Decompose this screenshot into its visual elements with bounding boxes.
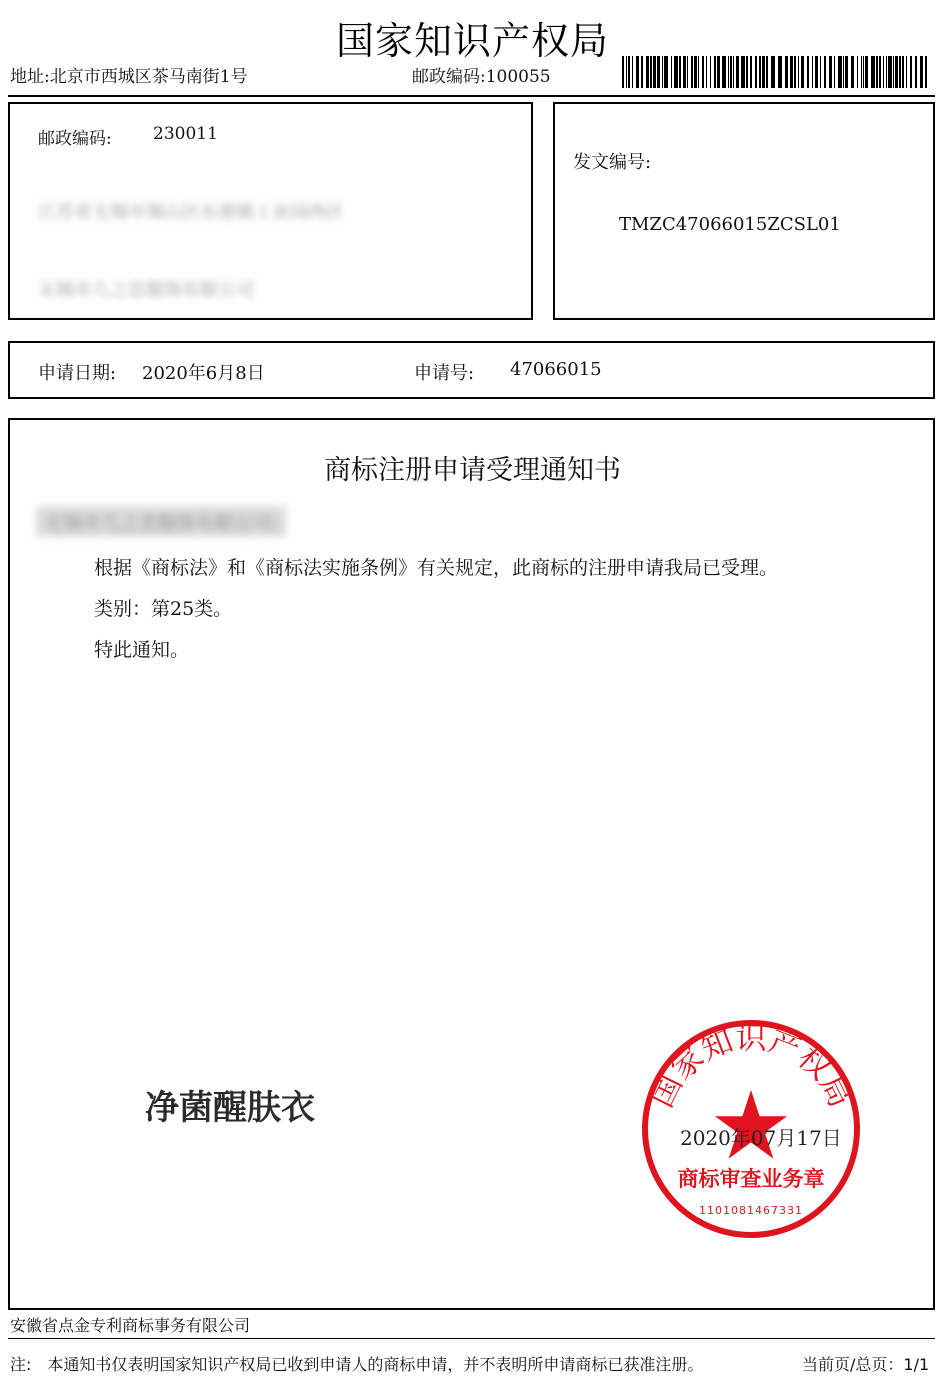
notice-date: 2020年07月17日 [680,1126,842,1150]
application-date-value: 2020年6月8日 [142,363,265,384]
recipient-postal-value: 230011 [153,124,218,144]
document-number-box [553,102,935,320]
trademark-name: 净菌醒肤衣 [145,1088,315,1128]
addressee-name: 无锡市几之恋服饰有限公司: [36,506,286,537]
agent-name: 安徽省点金专利商标事务有限公司 [10,1316,251,1335]
office-address: 地址:北京市西城区茶马南街1号 [10,67,248,87]
application-box [8,341,935,399]
footer-divider [8,1338,935,1339]
document-number-label: 发文编号: [573,152,652,173]
office-title: 国家知识产权局 [335,19,609,63]
office-postal-code: 邮政编码:100055 [412,67,551,87]
footer-note: 注: 本通知书仅表明国家知识产权局已收到申请人的商标申请，并不表明所申请商标已获准注册。 [10,1355,704,1374]
page-indicator: 当前页/总页：1/1 [802,1355,930,1374]
barcode-icon [622,56,930,88]
recipient-address: 江苏省无锡市锡山区东港镇工业园西区 [38,202,344,223]
application-number-value: 47066015 [510,359,602,380]
header-divider [8,95,935,97]
notice-closing-line: 特此通知。 [94,639,190,661]
seal-top-text: 国家知识产权局 [643,1021,859,1114]
recipient-postal-label: 邮政编码: [38,129,112,149]
application-number-label: 申请号: [414,363,475,384]
seal-bottom-text: 商标审查业务章 [677,1167,825,1191]
application-date-label: 申请日期: [38,363,117,384]
notice-body-line-1: 根据《商标法》和《商标法实施条例》有关规定，此商标的注册申请我局已受理。 [94,557,779,579]
notice-class-line: 类别：第25类。 [94,598,233,620]
seal-code: 1101081467331 [699,1204,803,1217]
document-number-value: TMZC47066015ZCSL01 [619,214,841,235]
notice-title: 商标注册申请受理通知书 [324,455,621,486]
recipient-company: 无锡市几之恋服饰有限公司 [38,280,254,301]
recipient-box [8,102,533,320]
